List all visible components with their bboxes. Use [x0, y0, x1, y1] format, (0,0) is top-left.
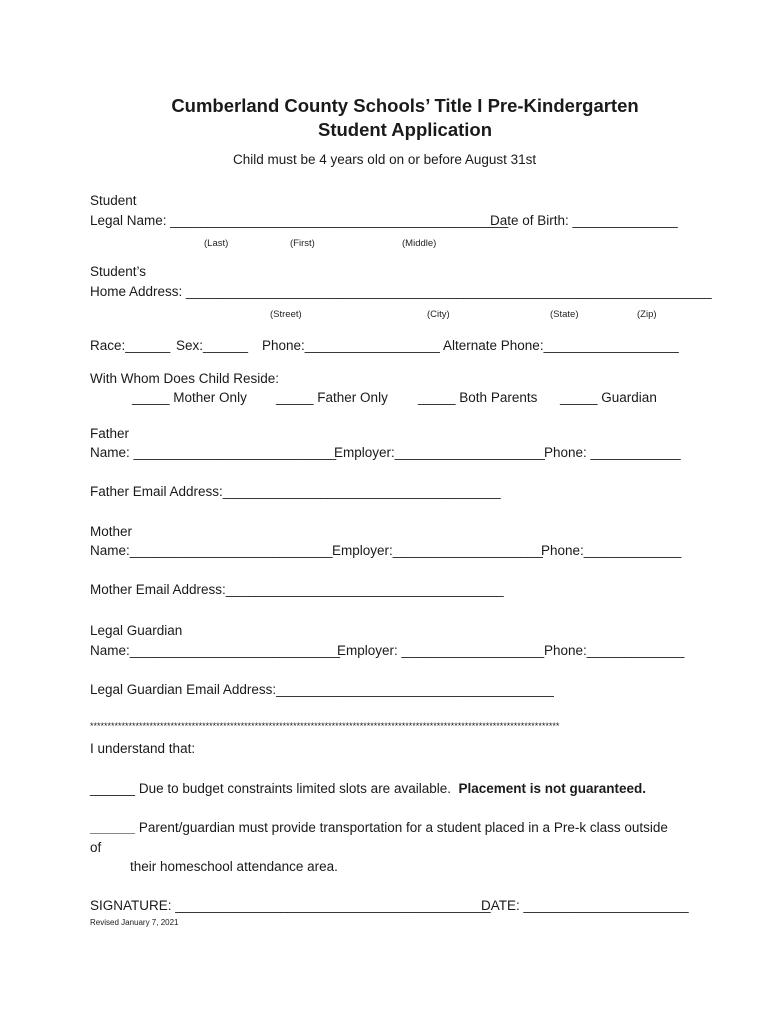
father-name-field[interactable]: Name: ___________________________: [90, 445, 337, 460]
guardian-label: Legal Guardian: [90, 623, 183, 638]
separator-stars: **************************************************************************************************************************************: [90, 721, 560, 731]
father-employer-field[interactable]: Employer:____________________: [334, 445, 545, 460]
acknowledgement-2: [90, 820, 668, 836]
acknowledgement-1-blank[interactable]: ______: [90, 781, 136, 796]
hint-first: (First): [290, 238, 315, 249]
acknowledgement-1-bold: Placement is not guaranteed.: [458, 781, 647, 796]
understand-intro: I understand that:: [90, 741, 196, 756]
hint-city: (City): [427, 309, 450, 320]
hint-zip: (Zip): [637, 309, 657, 320]
reside-both-parents[interactable]: _____ Both Parents: [418, 390, 538, 405]
sex-field[interactable]: Sex:______: [176, 338, 249, 353]
acknowledgement-2-continued: their homeschool attendance area.: [130, 859, 338, 874]
father-email-field[interactable]: Father Email Address:_____________________________________: [90, 484, 501, 499]
hint-last: (Last): [204, 238, 229, 249]
acknowledgement-1: [90, 781, 646, 797]
date-of-birth-field[interactable]: Date of Birth: ______________: [490, 213, 678, 228]
student-legal-name-field[interactable]: Legal Name: _____________________________________________: [90, 213, 509, 228]
father-phone-field[interactable]: Phone: ____________: [544, 445, 681, 460]
phone-field[interactable]: Phone:__________________: [262, 338, 440, 353]
mother-name-field[interactable]: Name:___________________________: [90, 543, 333, 558]
reside-father-only[interactable]: _____ Father Only: [276, 390, 388, 405]
father-label: Father: [90, 426, 130, 441]
guardian-email-field[interactable]: Legal Guardian Email Address:_____________________________________: [90, 682, 554, 697]
date-field[interactable]: DATE: ______________________: [481, 898, 689, 913]
form-title-line2: Student Application: [317, 119, 493, 140]
address-label: Student’s: [90, 264, 147, 279]
guardian-name-field[interactable]: Name:____________________________: [90, 643, 340, 658]
mother-label: Mother: [90, 524, 133, 539]
acknowledgement-2-of: of: [90, 840, 102, 855]
reside-mother-only[interactable]: _____ Mother Only: [132, 390, 247, 405]
student-label: Student: [90, 193, 137, 208]
mother-employer-field[interactable]: Employer:____________________: [332, 543, 543, 558]
form-title-line1: Cumberland County Schools’ Title I Pre-Kindergarten: [171, 95, 639, 116]
mother-email-field[interactable]: Mother Email Address:_____________________________________: [90, 582, 504, 597]
home-address-field[interactable]: Home Address: ______________________________________________________________________: [90, 284, 712, 299]
signature-field[interactable]: SIGNATURE: __________________________________________: [90, 898, 491, 913]
race-field[interactable]: Race:______: [90, 338, 171, 353]
hint-state: (State): [550, 309, 579, 320]
hint-street: (Street): [270, 309, 302, 320]
reside-question: With Whom Does Child Reside:: [90, 371, 280, 386]
reside-guardian[interactable]: _____ Guardian: [560, 390, 657, 405]
acknowledgement-2-blank[interactable]: ______: [90, 820, 136, 835]
hint-middle: (Middle): [402, 238, 437, 249]
acknowledgement-1-text: Due to budget constraints limited slots are available.: [135, 781, 459, 796]
acknowledgement-2-text: Parent/guardian must provide transportation for a student placed in a Pre-k class outside: [135, 820, 668, 835]
age-requirement-note: Child must be 4 years old on or before August 31st: [233, 152, 537, 167]
revised-date: Revised January 7, 2021: [90, 918, 179, 927]
mother-phone-field[interactable]: Phone:_____________: [541, 543, 682, 558]
guardian-employer-field[interactable]: Employer: ___________________: [337, 643, 545, 658]
alternate-phone-field[interactable]: Alternate Phone:__________________: [443, 338, 679, 353]
guardian-phone-field[interactable]: Phone:_____________: [544, 643, 685, 658]
